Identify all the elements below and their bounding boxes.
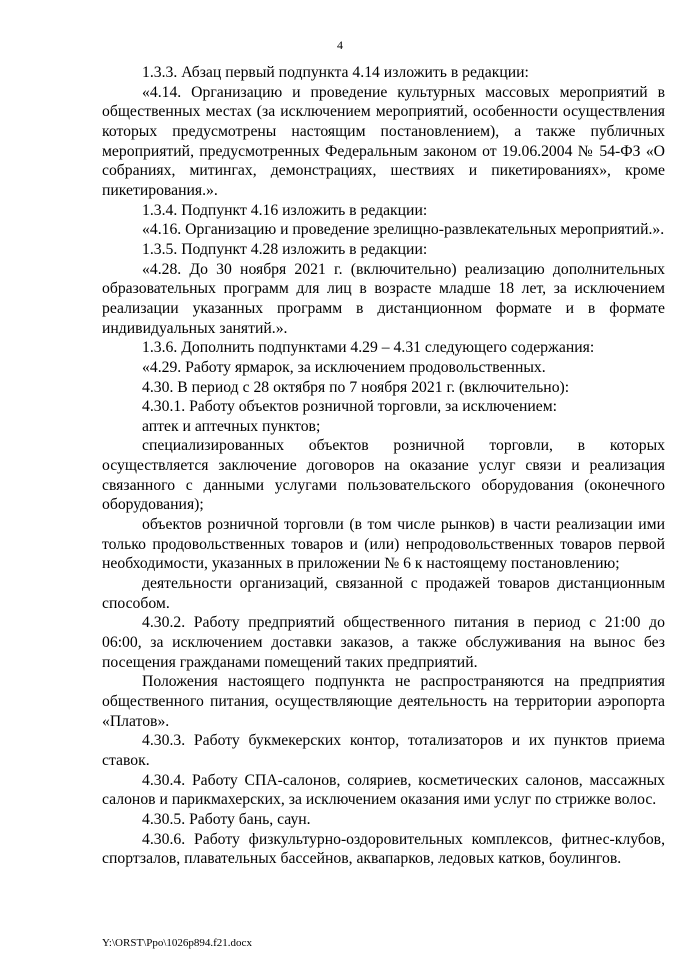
paragraph-4-30-1: 4.30.1. Работу объектов розничной торговли, за исключением: [142,398,558,416]
paragraph-4-28: «4.28. До 30 ноября 2021 г. (включительно) реализацию дополнительных образовательных программ для лиц в возрасте младше 18 лет, за исключением реализации указанных программ в дистанционном формате и в формате индивидуальных занятий.». [102,260,665,337]
paragraph-4-14: «4.14. Организацию и проведение культурных массовых мероприятий в общественных местах (за исключением мероприятий, особенности осуществления которых предусмотрены настоящим постановлением), а также публичных мероприятий, предусмотренных Федеральным законом от 19.06.2004 № 54-ФЗ «О собраниях, митингах, демонстрациях, шествиях и пикетированиях», кроме пикетирования.». [102,83,665,199]
list-item-pharmacies: аптек и аптечных пунктов; [142,417,321,435]
paragraph-4-30-4: 4.30.4. Работу СПА-салонов, соляриев, косметических салонов, массажных салонов и парикмахерских, за исключением оказания ими услуг по стрижке волос. [102,771,665,809]
page-number: 4 [337,38,343,52]
paragraph-platov-exception: Положения настоящего подпункта не распространяются на предприятия общественного питания, осуществляющие деятельность на территории аэропорта «Платов». [102,673,665,730]
paragraph-4-30-5: 4.30.5. Работу бань, саун. [142,810,311,828]
paragraph-1-3-5: 1.3.5. Подпункт 4.28 изложить в редакции: [142,240,428,258]
paragraph-4-16: «4.16. Организацию и проведение зрелищно-развлекательных мероприятий.». [142,221,665,239]
paragraph-4-30-3: 4.30.3. Работу букмекерских контор, тотализаторов и их пунктов приема ставок. [102,732,665,769]
paragraph-4-30-6: 4.30.6. Работу физкультурно-оздоровительных комплексов, фитнес-клубов, спортзалов, плавательных бассейнов, аквапарков, ледовых катков, боулингов. [102,830,665,868]
paragraph-4-30-2: 4.30.2. Работу предприятий общественного питания в период с 21:00 до 06:00, за исключением доставки заказов, а также обслуживания на вынос без посещения гражданами помещений таких предприятий. [102,614,665,671]
list-item-specialized-retail: специализированных объектов розничной торговли, в которых осуществляется заключение договоров на оказание услуг связи и реализация связанного с данными услугами пользовательского оборудования (оконечного оборудования); [102,437,665,514]
paragraph-1-3-4: 1.3.4. Подпункт 4.16 изложить в редакции: [142,201,428,219]
list-item-remote-sales: деятельности организаций, связанной с продажей товаров дистанционным способом. [102,575,665,612]
footer-file-path: Y:\ORST\Ppo\1026p894.f21.docx [102,937,252,949]
paragraph-1-3-3: 1.3.3. Абзац первый подпункта 4.14 изложить в редакции: [142,64,529,81]
paragraph-1-3-6: 1.3.6. Дополнить подпунктами 4.29 – 4.31 следующего содержания: [142,339,595,357]
list-item-food-retail: объектов розничной торговли (в том числе рынков) в части реализации ими только продовольственных товаров и (или) непродовольственных товаров первой необходимости, указанных в приложении № 6 к настоящему постановлению; [102,516,665,573]
document-body [102,63,665,869]
paragraph-4-30: 4.30. В период с 28 октября по 7 ноября 2021 г. (включительно): [142,378,570,396]
paragraph-4-29: «4.29. Работу ярмарок, за исключением продовольственных. [142,358,546,376]
